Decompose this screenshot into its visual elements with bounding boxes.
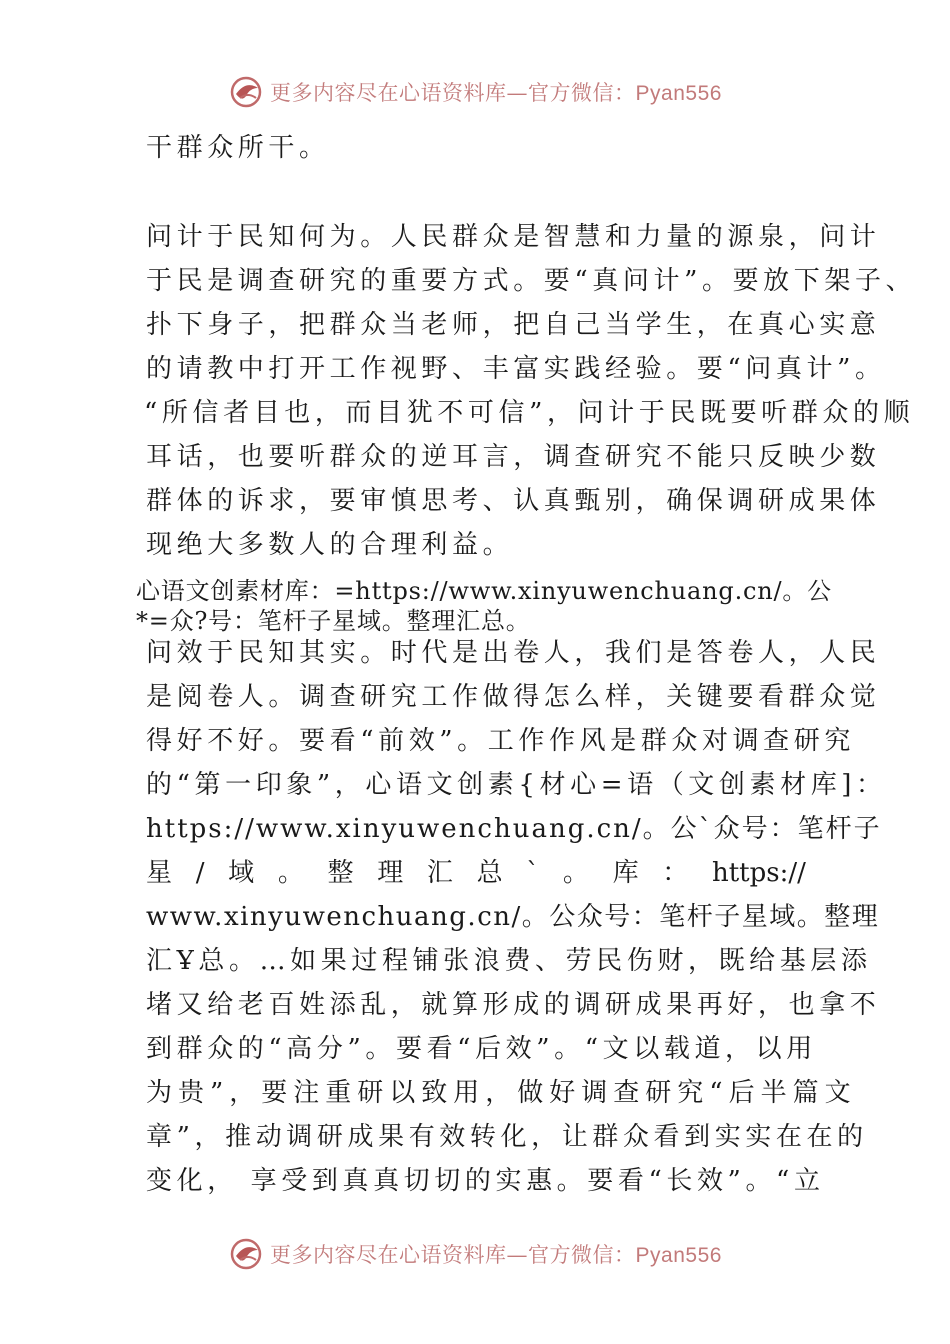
text-segment: 域 xyxy=(228,858,255,888)
text-line: 得好不好。要看“前效”。工作作风是群众对调查研究 xyxy=(146,726,855,756)
banner-wechat-id: Pyan556 xyxy=(635,1244,722,1267)
text-line: 问效于民知其实。时代是出卷人，我们是答卷人，人民 xyxy=(146,638,881,668)
logo-icon xyxy=(228,74,264,110)
text-segment: 理 xyxy=(377,858,404,888)
logo-icon xyxy=(228,1236,264,1272)
text-line: 问计于民知何为。人民群众是智慧和力量的源泉，问计 xyxy=(146,222,881,252)
text-line: 现绝大多数人的合理利益。 xyxy=(146,530,514,560)
text-line: 汇Ұ总。…如果过程铺张浪费、劳民伤财，既给基层添 xyxy=(146,946,872,976)
text-line: https://www.xinyuwenchuang.cn/。公`众号：笔杆子 xyxy=(146,814,882,844)
text-segment: ： xyxy=(662,858,689,888)
text-line: 章”，推动调研成果有效转化，让群众看到实实在在的 xyxy=(146,1122,868,1152)
text-line: www.xinyuwenchuang.cn/。公众号：笔杆子星域。整理 xyxy=(146,902,880,932)
text-line: 干群众所干。 xyxy=(146,133,330,163)
text-segment: 总 xyxy=(476,858,503,888)
banner-text xyxy=(270,77,722,107)
text-line: “所信者目也，而目犹不可信”，问计于民既要听群众的顺 xyxy=(144,398,915,428)
banner-text xyxy=(270,1239,722,1269)
text-line: 耳话，也要听群众的逆耳言，调查研究不能只反映少数 xyxy=(146,442,881,472)
text-line: 扑下身子，把群众当老师，把自己当学生，在真心实意 xyxy=(146,310,881,340)
text-line: 到群众的“高分”。要看“后效”。“文以载道，以用 xyxy=(146,1034,817,1064)
text-line: 于民是调查研究的重要方式。要“真问计”。要放下架子、 xyxy=(146,266,917,296)
text-segment: / xyxy=(195,858,205,888)
banner-title: 更多内容尽在心语资料库—官方微信： xyxy=(270,1243,636,1267)
banner-wechat-id: Pyan556 xyxy=(635,82,722,105)
text-line: 是阅卷人。调查研究工作做得怎么样，关键要看群众觉 xyxy=(146,682,881,712)
footer-banner xyxy=(0,1232,950,1276)
watermark-line: *=众?号：笔杆子星域。整理汇总。 xyxy=(136,607,531,635)
watermark-line: 心语文创素材库：=https://www.xinyuwenchuang.cn/。公 xyxy=(136,577,832,605)
text-line: 的“第一印象”，心语文创素{材心=语（文创素材库]： xyxy=(146,770,887,800)
text-line: 为贵”，要注重研以致用，做好调查研究“后半篇文 xyxy=(146,1078,857,1108)
text-segment: 整 xyxy=(327,858,354,888)
justified-text-line xyxy=(146,858,806,888)
header-banner xyxy=(0,70,950,114)
text-segment: 星 xyxy=(146,858,173,888)
text-segment: ` xyxy=(526,858,540,888)
text-line: 群体的诉求，要审慎思考、认真甄别，确保调研成果体 xyxy=(146,486,881,516)
text-segment: https:// xyxy=(711,858,806,888)
text-line: 变化， 享受到真真切切的实惠。要看“长效”。“立 xyxy=(146,1166,825,1196)
text-segment: 。 xyxy=(562,858,589,888)
text-segment: 汇 xyxy=(426,858,453,888)
text-segment: 库 xyxy=(612,858,639,888)
text-line: 堵又给老百姓添乱，就算形成的调研成果再好，也拿不 xyxy=(146,990,881,1020)
text-segment: 。 xyxy=(277,858,304,888)
banner-title: 更多内容尽在心语资料库—官方微信： xyxy=(270,81,636,105)
text-line: 的请教中打开工作视野、丰富实践经验。要“问真计”。 xyxy=(146,354,886,384)
